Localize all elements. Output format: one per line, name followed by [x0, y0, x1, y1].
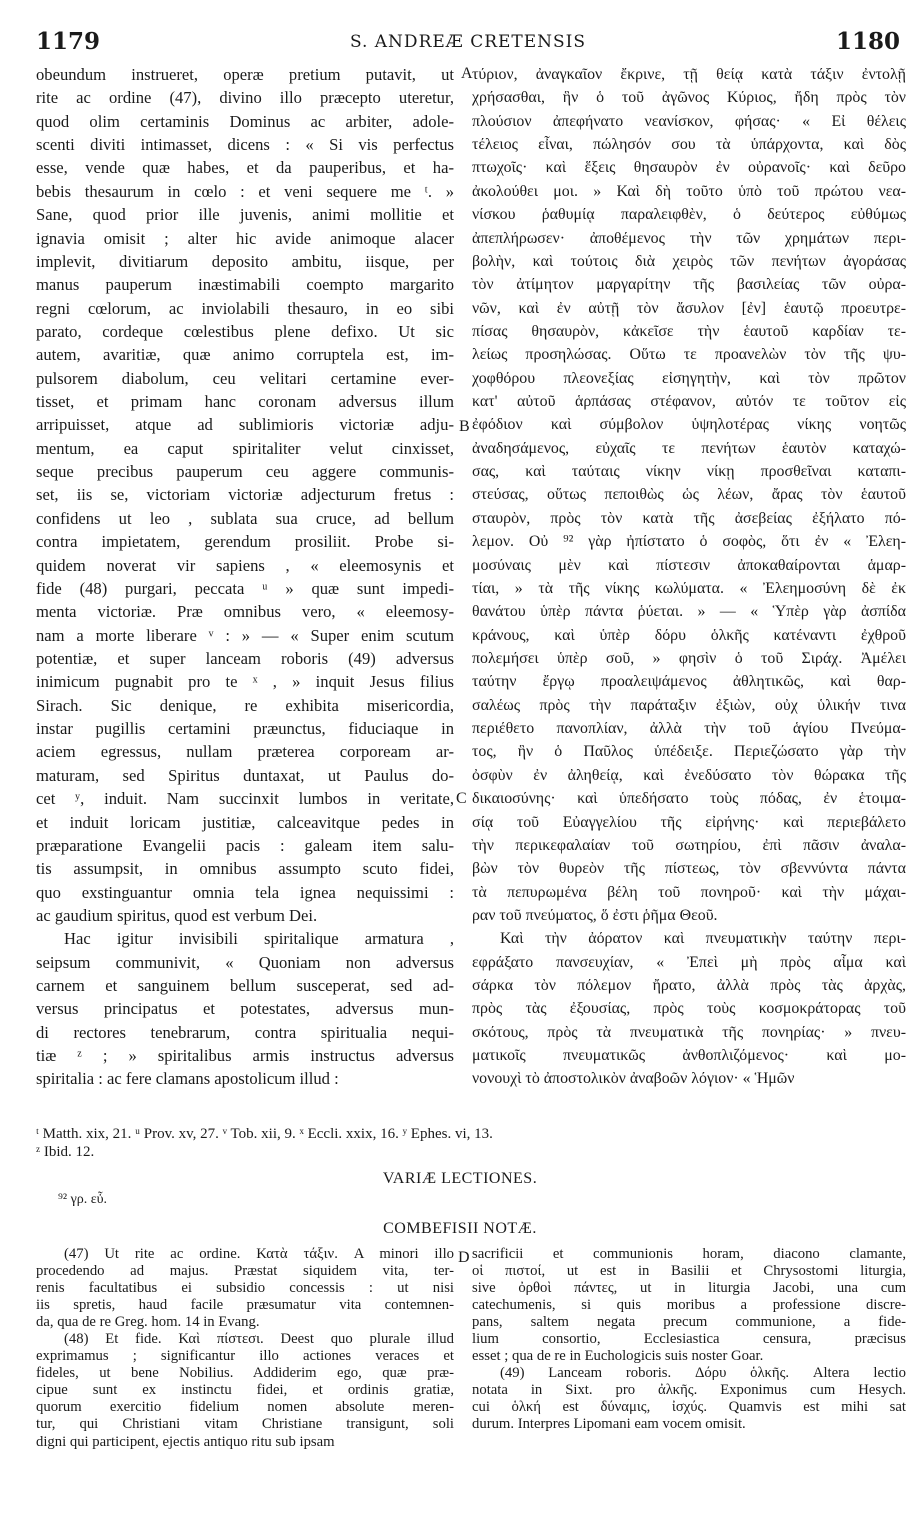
- text-line: σαλέως πρὸς τὴν παράταξιν ἐξιὼν, οὐχ ὑλικήν τινα: [472, 696, 906, 714]
- text-line: quorum exercitio fidelium nomen absolute meren-: [36, 1399, 454, 1416]
- text-line: χρήσασθαι, ἣν ὁ τοῦ ἀγῶνος Κύριος, ἤδη πρὸς τὸν: [472, 89, 906, 107]
- text-line: cet ʸ, induit. Nam succinxit lumbos in veritate,: [36, 789, 454, 809]
- text-line: λείως προσηλώσας. Οὕτω τε προανελὼν τὸν τῆς ψυ-: [472, 346, 906, 364]
- text-line: ἀκολούθει μοι. » Καὶ δὴ τοῦτο ὑπὸ τοῦ πρώτου νεα-: [472, 182, 906, 200]
- text-line: seipsum communivit, « Quoniam non adversus: [36, 952, 454, 972]
- text-line: σταυρὸν, πρὸς τὸν κατὰ τῆς ἀσεβείας ἐξήλατο πό-: [472, 509, 906, 527]
- text-line: iis spretis, haud facile præsumatur vita contemnen-: [36, 1297, 454, 1314]
- variae-lectiones-heading: VARIÆ LECTIONES.: [382, 1170, 538, 1187]
- text-line: præparatione Evangelii pacis : galeam item salu-: [36, 835, 454, 855]
- text-line: tiæ ᶻ ; » spiritalibus armis instructus adversus: [36, 1046, 454, 1066]
- text-line: Sane, quod prior ille juvenis, animi mollitie et: [36, 205, 454, 225]
- text-line: τίαι, » τὰ τῆς νίκης κωλύματα. « Ἐλεημοσύνη δὲ ἐκ: [472, 579, 906, 597]
- text-line: στεύσας, οὕτως πεποιθὼς ὡς λέων, ἄρας τὸν ἑαυτοῦ: [472, 486, 906, 504]
- text-line: περιέθετο πανοπλίαν, ἀλλὰ τὴν τοῦ ἁγίου Πνεύμα-: [472, 720, 906, 738]
- text-line: πλούσιον ἀπεφήνατο νεανίσκον, φήσας· « Εἰ θέλεις: [472, 112, 906, 130]
- text-line: catechumenis, si quis moribus a professione discre-: [472, 1297, 906, 1314]
- text-line: σάρκα τὸν πόλεμον ἤρατο, ἀλλὰ πρὸς τὰς ἀρχὰς,: [472, 977, 906, 995]
- text-line: nam a morte liberare ᵛ : » — « Super enim scutum: [36, 625, 454, 645]
- notes-left-column: [36, 1246, 454, 1451]
- text-line: autem, avaritiæ, quæ animo corruptela est, im-: [36, 345, 454, 365]
- text-line: ραν τοῦ πνεύματος, ὅ ἐστι ῥῆμα Θεοῦ.: [472, 906, 718, 924]
- text-line: βολὴν, καὶ τούτοις διὰ χειρὸς τῶν πενήτων ἀγοράσας: [472, 252, 906, 270]
- text-line: νῶν, καὶ ἐν αὐτῇ τὸν ἄσυλον [ἐν] ἑαυτῷ προευτρε-: [472, 299, 906, 317]
- text-line: τύριον, ἀναγκαῖον ἔκρινε, τῇ θείᾳ κατὰ τάξιν ἐντολῇ: [472, 66, 906, 83]
- text-line: θανάτου ὑπὲρ πάντα ῥύεται. » — « Ὑπὲρ γὰρ ἀσπίδα: [472, 603, 906, 621]
- text-line: κράνους, καὶ ὑπὲρ δόρυ ὁλκῆς κατέναντι ἐχθροῦ: [472, 626, 906, 644]
- text-line: πτωχοῖς· καὶ ἕξεις θησαυρὸν ἐν οὐρανοῖς· καὶ δεῦρο: [472, 159, 906, 177]
- text-line: esset ; qua de re in Euchologicis suis noster Goar.: [472, 1348, 764, 1365]
- text-line: τέλειος εἶναι, πώλησόν σου τὰ ὑπάρχοντα, καὶ δὸς: [472, 136, 906, 154]
- text-line: renis facultatibus ei subsidio concessis : ut nisi: [36, 1280, 454, 1297]
- text-line: τὴν περικεφαλαίαν τοῦ σωτηρίου, ἐπὶ πᾶσιν ἀναλα-: [472, 836, 906, 854]
- text-line: tur, qui Christiani vitam Christiane transigunt, soli: [36, 1416, 454, 1433]
- text-line: sacrificii et communionis horam, diacono clamante,: [472, 1246, 906, 1262]
- text-line: di rectores tenebrarum, contra spiritualia nequi-: [36, 1022, 454, 1042]
- footnote-line: ᵗ Matth. xix, 21. ᵘ Prov. xv, 27. ᵛ Tob. xii, 9. ˣ Eccli. xxix, 16. ʸ Ephes. vi, 13.: [36, 1126, 493, 1142]
- text-line: πίσας θησαυρὸν, κἀκεῖσε τὴν ἑαυτοῦ καρδίαν τε-: [472, 322, 906, 340]
- text-line: parato, cordeque cœlestibus plene defixo. Ut sic: [36, 321, 454, 341]
- text-line: σκότους, πρὸς τὰ πνευματικὰ τῆς πονηρίας· » πνευ-: [472, 1023, 906, 1041]
- text-line: χοφθόρου πλεονεξίας εἰσηγητὴν, καὶ τὸν πρῶτον: [472, 369, 906, 387]
- text-line: versus principatus et potestates, adversus mun-: [36, 999, 454, 1019]
- text-line: πρὸς τὰς ἐξουσίας, πρὸς τοὺς κοσμοκράτορας τοῦ: [472, 1000, 906, 1018]
- text-line: durum. Interpres Lipomani eam vocem omisit.: [472, 1416, 746, 1433]
- text-line: arripuisset, atque ad sublimioris victoriæ adju-: [36, 415, 454, 435]
- text-line: ἐφόδιον καὶ σύμβολον ὑψηλοτέρας νίκης νοητῶς: [472, 416, 906, 434]
- text-line: maturam, sed Spiritus duntaxat, ut Paulus do-: [36, 765, 454, 785]
- text-line: scenti diviti intimasset, dicens : « Si vis perfectus: [36, 135, 454, 155]
- combefisii-notae-heading: COMBEFISII NOTÆ.: [383, 1220, 537, 1237]
- margin-marker-a: A: [461, 65, 473, 82]
- text-line: τος, ἣν ὁ Παῦλος ὑπέδειξε. Περιεζώσατο γὰρ τὴν: [472, 743, 906, 761]
- text-line: ignavia omisit ; alter hic avide animoque alacer: [36, 228, 454, 248]
- text-line: mentum, ea caput spiritaliter velut cinxisset,: [36, 438, 454, 458]
- text-line: quod olim certaminis Dominus ac arbiter, adole-: [36, 111, 454, 131]
- text-line: quidem noverat vir sapiens , « eleemosynis et: [36, 555, 454, 575]
- running-title: S. ANDREÆ CRETENSIS: [349, 32, 587, 52]
- text-line: rite ac ordine (47), divino illo præcepto uteretur,: [36, 88, 454, 108]
- variant-reading: ⁹² γρ. εὖ.: [58, 1192, 108, 1207]
- text-line: quo exstinguantur omnia tela ignea nequissimi :: [36, 882, 454, 902]
- text-line: Καὶ τὴν ἀόρατον καὶ πνευματικὴν ταύτην περι-: [500, 930, 906, 948]
- text-line: τὸν ἀτίμητον μαργαρίτην τῆς βασιλείας τῶν οὐρα-: [472, 276, 906, 294]
- text-line: exprimamus ; significantur illo actiones veraces et: [36, 1348, 454, 1365]
- text-line: et induit loricam justitiæ, calceavitque pedes in: [36, 812, 454, 832]
- text-line: tisset, et primam hanc coronam adversus illum: [36, 392, 454, 412]
- text-line: Sirach. Sic denique, re exhibita misericordia,: [36, 695, 454, 715]
- text-line: ἀπεπλήρωσεν· ἀποθέμενος τὴν τῶν χρημάτων περι-: [472, 229, 906, 247]
- text-line: bebis thesaurum in cœlo : et veni sequere me ᵗ. »: [36, 181, 454, 201]
- text-line: δικαιοσύνης· καὶ ὑπεδήσατο τοὺς πόδας, ἐν ἑτοιμα-: [472, 790, 906, 808]
- text-line: τὰ πεπυρωμένα βέλη τοῦ πονηροῦ· καὶ τὴν μάχαι-: [472, 883, 906, 901]
- text-line: κατ' αὐτοῦ ἁρπάσας στέφανον, αὐτόν τε τοῦτον εἰς: [472, 393, 906, 411]
- text-line: νονουχὶ τὸ ἀποστολικὸν ἀναβοῶν λόγιον· « Ἡμῶν: [472, 1070, 795, 1088]
- text-line: implevit, divitiarum deposito ambitu, iisque, per: [36, 251, 454, 271]
- text-line: manus pauperum inæstimabili coempto margarito: [36, 275, 454, 295]
- text-line: potentiæ, et super lanceam roboris (49) adversus: [36, 648, 454, 668]
- left-page-number: 1179: [36, 28, 101, 55]
- scripture-footnotes: [36, 1125, 900, 1161]
- text-line: Hac igitur invisibili spiritalique armatura ,: [64, 929, 454, 949]
- text-line: λεμον. Οὐ ⁹² γὰρ ἠπίστατο ὁ σοφὸς, ὅτι ἐν « Ἐλεη-: [472, 533, 906, 551]
- text-line: (49) Lanceam roboris. Δόρυ ὁλκῆς. Altera lectio: [500, 1365, 906, 1382]
- text-line: inimicum pugnabit pro te ˣ , » inquit Jesus filius: [36, 672, 454, 692]
- text-line: spiritalia : ac fere clamans apostolicum illud :: [36, 1069, 339, 1089]
- text-line: ταύτην ἔργῳ προαλειψάμενος ἀθλητικῶς, καὶ θαρ-: [472, 673, 906, 691]
- text-line: cipue sunt ex instinctu fidei, et ordinis gratiæ,: [36, 1382, 454, 1399]
- text-line: sive ὀρθοὶ πάντες, ut in liturgia Jacobi, una cum: [472, 1280, 906, 1297]
- text-line: (48) Et fide. Καὶ πίστεσι. Deest quo plurale illud: [64, 1331, 454, 1348]
- text-line: ac gaudium spiritus, quod est verbum Dei.: [36, 905, 318, 925]
- text-line: instar pugillis certamini præunctus, fiduciaque in: [36, 719, 454, 739]
- text-line: cui ὁλκή est δύναμις, ἰσχύς. Quamvis est mihi sat: [472, 1399, 906, 1416]
- notes-right-column: [472, 1246, 906, 1434]
- text-line: digni qui participent, ejectis antiquo ritu sub ipsam: [36, 1433, 335, 1450]
- text-line: procedendo ad majus. Præstat siquidem vita, ter-: [36, 1263, 454, 1280]
- text-line: μοσύναις μὲν καὶ πίστεσιν ἀποκαθαίρονται ἁμαρ-: [472, 556, 906, 574]
- margin-marker-d: D: [458, 1249, 470, 1266]
- text-line: σας, καὶ ταύταις νίκην νίκῃ προσθεῖναι καταπι-: [472, 463, 906, 481]
- text-line: contra impietatem, gerendum prosiliit. Probe si-: [36, 532, 454, 552]
- text-line: confidens ut leo , sublata sua cruce, ad bellum: [36, 508, 454, 528]
- text-line: πολεμήσει ὑπὲρ σοῦ, » φησὶν ὁ τοῦ Σιράχ. Ἀμέλει: [472, 649, 906, 667]
- text-line: pulsorem diabolum, ceu velitari certamine ever-: [36, 368, 454, 388]
- text-line: fide (48) purgari, peccata ᵘ » quæ sunt impedi-: [36, 578, 454, 598]
- text-line: σίᾳ τοῦ Εὐαγγελίου τῆς εἰρήνης· καὶ περιεβάλετο: [472, 813, 906, 831]
- text-line: ὀσφὺν ἐν ἀληθείᾳ, καὶ ἐνεδύσατο τὸν θώρακα τῆς: [472, 766, 906, 784]
- text-line: aciem egressus, nullam præterea corpoream ar-: [36, 742, 454, 762]
- page-header: [36, 28, 900, 60]
- text-line: (47) Ut rite ac ordine. Κατὰ τάξιν. A minori illo: [64, 1246, 454, 1262]
- text-line: fideles, ut bene Nobilius. Addiderim ego, quæ præ-: [36, 1365, 454, 1382]
- text-line: pans, saltem negata precum communione, a fide-: [472, 1314, 906, 1331]
- text-line: νίσκου ῥαθυμίᾳ παραλειφθὲν, ὁ δεύτερος εὐθύμως: [472, 206, 906, 224]
- text-line: obeundum instrueret, operæ pretium putavit, ut: [36, 65, 454, 84]
- text-line: ἀναδησάμενος, εὐχαῖς τε πενήτων ἑαυτὸν καταχώ-: [472, 439, 906, 457]
- text-line: esse, vende quæ habes, et da pauperibus, et ha-: [36, 158, 454, 178]
- text-line: εφράξατο πανσευχίαν, « Ἐπεὶ μὴ πρὸς αἷμα καὶ: [472, 953, 906, 971]
- text-line: seque precibus pauperum ceu aggere communis-: [36, 462, 454, 482]
- latin-column: [36, 63, 454, 1091]
- text-line: lium consortio, Ecclesiastica censura, præcisus: [472, 1331, 906, 1348]
- text-line: tis assumpsit, in omnibus assumpto scuto fidei,: [36, 859, 454, 879]
- text-line: menta victoriæ. Præ omnibus vero, « eleemosy-: [36, 602, 454, 622]
- text-line: set, iis se, victoriam victoriæ adjecturum fretus :: [36, 485, 454, 505]
- text-line: βὼν τὸν θυρεὸν τῆς πίστεως, τὸν σβεννύντα πάντα: [472, 860, 906, 878]
- footnote-line: ᶻ Ibid. 12.: [36, 1144, 95, 1160]
- greek-column: [472, 63, 906, 1091]
- text-line: da, qua de re Greg. hom. 14 in Evang.: [36, 1314, 260, 1331]
- text-line: notata in Sixt. pro ἀλκῆς. Exponimus cum Hesych.: [472, 1382, 906, 1399]
- text-line: οἱ πιστοί, ut est in Basilii et Chrysostomi liturgia,: [472, 1263, 906, 1280]
- right-page-number: 1180: [835, 28, 900, 55]
- margin-marker-b: B: [459, 418, 470, 435]
- text-line: carnem et sanguinem bellum susceperat, sed ad-: [36, 976, 454, 996]
- margin-marker-c: C: [456, 790, 467, 807]
- text-line: regni cœlorum, ac inviolabili thesauro, in eo sibi: [36, 298, 454, 318]
- text-line: ματικοῖς πνευματικῶς ἀνθοπλιζόμενος· καὶ μο-: [472, 1047, 906, 1065]
